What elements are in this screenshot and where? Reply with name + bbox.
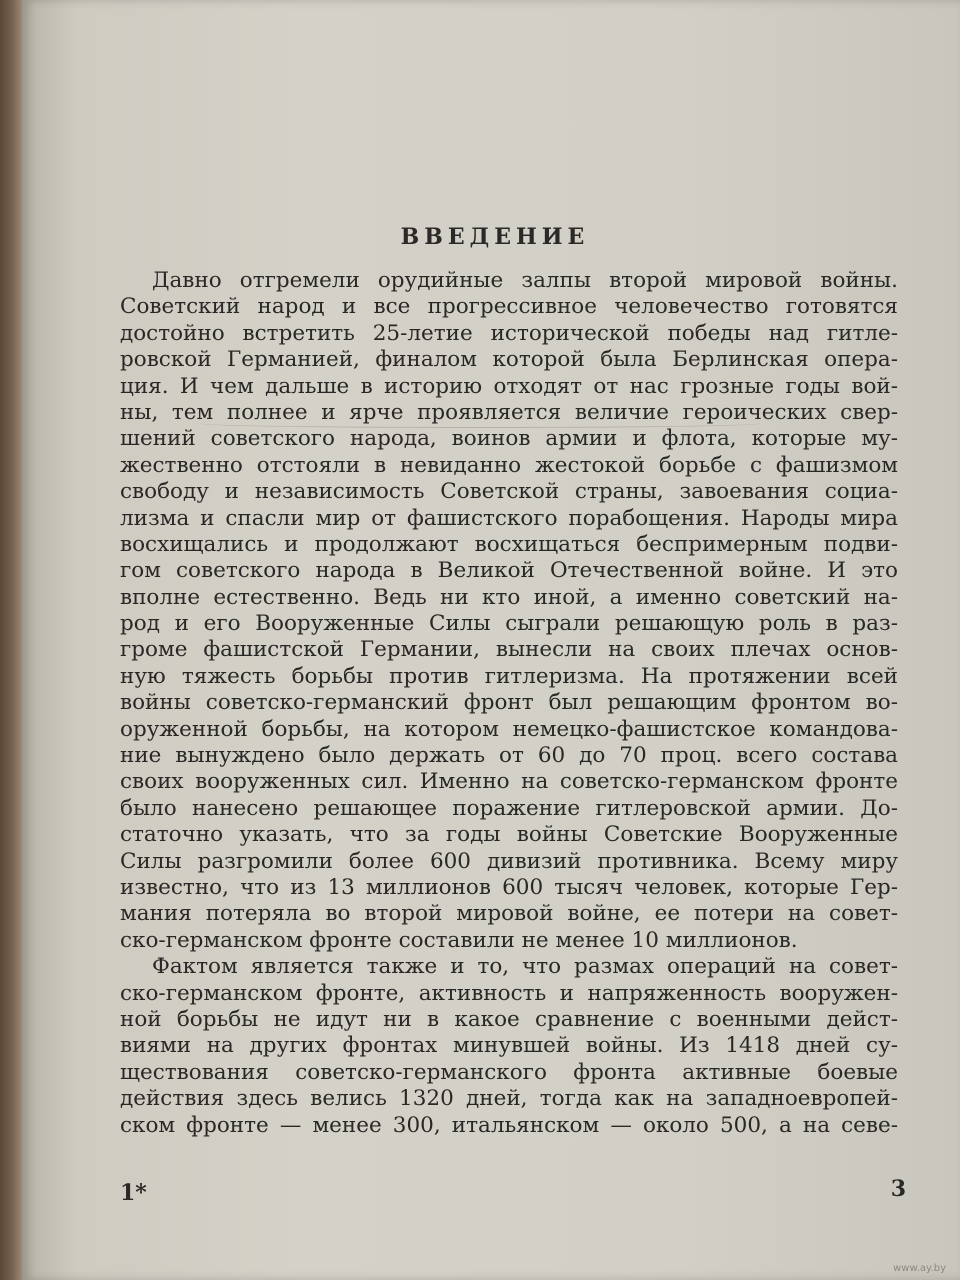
text-line: род и его Вооруженные Силы сыграли решающую роль в раз- [120, 611, 898, 637]
text-line: ны, тем полнее и ярче проявляется величие героических свер- [120, 399, 898, 425]
text-line: восхищались и продолжают восхищаться беспримерным подви- [120, 531, 898, 557]
chapter-heading: ВВЕДЕНИЕ [400, 224, 590, 250]
text-line: ществования советско-германского фронта активные боевые [120, 1059, 898, 1085]
text-line: ную тяжесть борьбы против гитлеризма. На протяжении всей [120, 663, 898, 689]
text-line: Советский народ и все прогрессивное человечество готовятся [120, 294, 898, 320]
signature-mark: 1* [120, 1180, 147, 1206]
text-line: известно, что из 13 миллионов 600 тысяч человек, которые Гер- [120, 874, 898, 900]
body-text [120, 268, 898, 1139]
text-line: шений советского народа, воинов армии и флота, которые му- [120, 426, 898, 452]
text-line: виями на других фронтах минувшей войны. Из 1418 дней су- [120, 1033, 898, 1059]
text-line: Фактом является также и то, что размах операций на совет- [152, 954, 898, 980]
text-line: ние вынуждено было держать от 60 до 70 проц. всего состава [120, 743, 898, 769]
text-line: войны советско-германский фронт был решающим фронтом во- [120, 690, 898, 716]
text-line: гом советского народа в Великой Отечественной войне. И это [120, 558, 898, 584]
text-line: громе фашистской Германии, вынесли на своих плечах основ- [120, 637, 898, 663]
text-line: ровской Германией, финалом которой была Берлинская опера- [120, 347, 898, 373]
text-line: ско-германском фронте, активность и напряженность вооружен- [120, 980, 898, 1006]
text-line: ция. И чем дальше в историю отходят от нас грозные годы вой- [120, 373, 898, 399]
watermark: www.ay.by [893, 1263, 946, 1274]
text-line: своих вооруженных сил. Именно на советско-германском фронте [120, 769, 898, 795]
text-line: свободу и независимость Советской страны, завоевания социа- [120, 479, 898, 505]
text-line: ной борьбы не идут ни в какое сравнение с военными дейст- [120, 1006, 898, 1032]
text-line: вполне естественно. Ведь ни кто иной, а именно советский на- [120, 584, 898, 610]
text-line: лизма и спасли мир от фашистского порабощения. Народы мира [120, 505, 898, 531]
text-line: Силы разгромили более 600 дивизий противника. Всему миру [120, 848, 898, 874]
text-line: оруженной борьбы, на котором немецко-фашистское командова- [120, 716, 898, 742]
text-line: Давно отгремели орудийные залпы второй мировой войны. [152, 268, 898, 293]
text-line: статочно указать, что за годы войны Советские Вооруженные [120, 822, 898, 848]
text-line: было нанесено решающее поражение гитлеровской армии. До- [120, 795, 898, 821]
text-line: ско-германском фронте составили не менее 10 миллионов. [120, 927, 798, 953]
page-number: 3 [890, 1176, 906, 1202]
text-line: мания потеряла во второй мировой войне, ее потери на совет- [120, 901, 898, 927]
table-background [0, 0, 22, 1280]
book-page [22, 0, 960, 1280]
text-line: действия здесь велись 1320 дней, тогда как на западноевропей- [120, 1086, 898, 1112]
text-line: достойно встретить 25-летие исторической победы над гитле- [120, 320, 898, 346]
text-line: ском фронте — менее 300, итальянском — около 500, а на севе- [120, 1112, 898, 1138]
text-line: жественно отстояли в невиданно жестокой борьбе с фашизмом [120, 452, 898, 478]
